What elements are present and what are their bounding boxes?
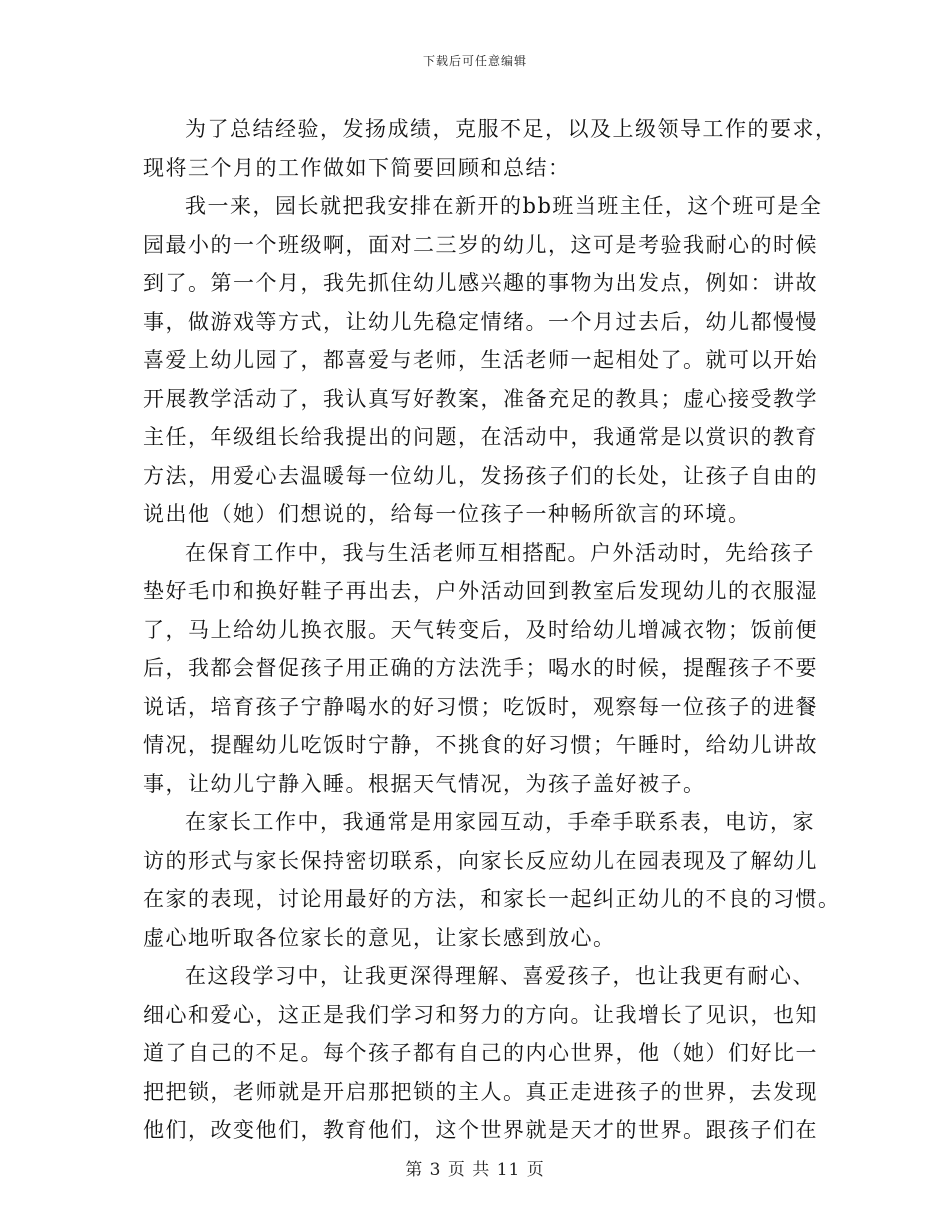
text-line: 道了自己的不足。每个孩子都有自己的内心世界，他（她）们好比一 bbox=[143, 1041, 818, 1065]
text-line: 在家长工作中，我通常是用家园互动，手牵手联系表，电访，家 bbox=[185, 810, 815, 834]
text-line: 他们，改变他们，教育他们，这个世界就是天才的世界。跟孩子们在 bbox=[143, 1118, 818, 1142]
text-line: 情况，提醒幼儿吃饭时宁静，不挑食的好习惯；午睡时，给幼儿讲故 bbox=[143, 733, 818, 757]
page-footer: 第 3 页 共 11 页 bbox=[405, 1160, 545, 1180]
text-line: 访的形式与家长保持密切联系，向家长反应幼儿在园表现及了解幼儿 bbox=[143, 848, 818, 873]
text-line: 我一来，园长就把我安排在新开的bb班当班主任，这个班可是全 bbox=[185, 194, 823, 218]
page-header: 下载后可任意编辑 bbox=[422, 54, 527, 68]
text-line: 把把锁，老师就是开启那把锁的主人。真正走进孩子的世界，去发现 bbox=[143, 1079, 818, 1104]
text-line: 现将三个月的工作做如下简要回顾和总结： bbox=[143, 155, 571, 180]
text-line: 了，马上给幼儿换衣服。天气转变后，及时给幼儿增减衣物；饭前便 bbox=[143, 617, 818, 642]
text-line: 在这段学习中，让我更深得理解、喜爱孩子，也让我更有耐心、 bbox=[185, 964, 815, 988]
text-line: 在保育工作中，我与生活老师互相搭配。户外活动时，先给孩子 bbox=[185, 540, 815, 565]
text-line: 后，我都会督促孩子用正确的方法洗手；喝水的时候，提醒孩子不要 bbox=[143, 656, 818, 680]
text-line: 到了。第一个月，我先抓住幼儿感兴趣的事物为出发点，例如：讲故 bbox=[143, 271, 818, 295]
text-line: 方法，用爱心去温暖每一位幼儿，发扬孩子们的长处，让孩子自由的 bbox=[143, 463, 818, 488]
text-line: 事，做游戏等方式，让幼儿先稳定情绪。一个月过去后，幼儿都慢慢 bbox=[143, 309, 818, 334]
text-line: 说话，培育孩子宁静喝水的好习惯；吃饭时，观察每一位孩子的进餐 bbox=[143, 694, 818, 719]
text-line: 园最小的一个班级啊，面对二三岁的幼儿，这可是考验我耐心的时候 bbox=[143, 232, 818, 257]
text-line: 开展教学活动了，我认真写好教案，准备充足的教具；虚心接受教学 bbox=[143, 386, 818, 411]
text-line: 事，让幼儿宁静入睡。根据天气情况，为孩子盖好被子。 bbox=[143, 771, 706, 796]
text-line: 喜爱上幼儿园了，都喜爱与老师，生活老师一起相处了。就可以开始 bbox=[143, 348, 818, 372]
text-line: 在家的表现，讨论用最好的方法，和家长一起纠正幼儿的不良的习惯。 bbox=[143, 887, 841, 911]
text-line: 细心和爱心，这正是我们学习和努力的方向。让我增长了见识，也知 bbox=[143, 1002, 818, 1027]
body-text bbox=[143, 110, 841, 1150]
text-line: 虚心地听取各位家长的意见，让家长感到放心。 bbox=[143, 925, 616, 950]
text-line: 垫好毛巾和换好鞋子再出去，户外活动回到教室后发现幼儿的衣服湿 bbox=[143, 579, 818, 603]
text-line: 为了总结经验，发扬成绩，克服不足，以及上级领导工作的要求， bbox=[185, 117, 838, 141]
text-line: 主任，年级组长给我提出的问题，在活动中，我通常是以赏识的教育 bbox=[143, 425, 818, 449]
text-line: 说出他（她）们想说的，给每一位孩子一种畅所欲言的环境。 bbox=[143, 502, 751, 526]
